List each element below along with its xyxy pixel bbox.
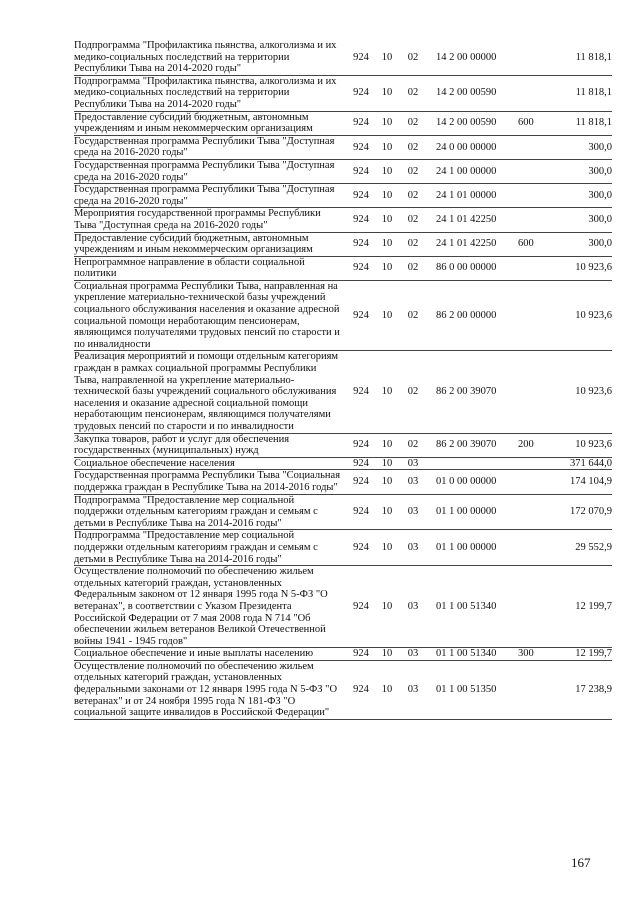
row-target-article-code: 14 2 00 00000 [428,40,518,75]
table-row [74,351,612,433]
row-expense-type-code [518,280,540,351]
row-target-article-code: 24 0 00 00000 [428,135,518,159]
budget-table [74,40,612,720]
table-row [74,159,612,183]
row-subsection-code: 02 [398,280,428,351]
row-name: Социальное обеспечение населения [74,457,346,470]
row-expense-type-code [518,208,540,232]
page-number: 167 [571,855,591,870]
row-ved-code: 924 [346,232,376,256]
row-section-code: 10 [376,184,398,208]
row-target-article-code: 01 1 00 51340 [428,648,518,661]
table-row [74,566,612,648]
row-expense-type-code [518,457,540,470]
row-ved-code: 924 [346,351,376,433]
table-row [74,457,612,470]
row-name: Осуществление полномочий по обеспечению жильем отдельных категорий граждан, установленных Федеральным законом от 12 января 1995 года N 5-ФЗ "О ветеранах", в соответствии с Указом Президента Российской Федерации от 7 мая 2008 года N 714 "Об обеспечении жильем ветеранов Великой Отечественной войны 1941 - 1945 годов" [74,566,346,648]
row-amount: 12 199,7 [540,566,612,648]
row-name: Осуществление полномочий по обеспечению жильем отдельных категорий граждан, установленных федеральными законами от 12 января 1995 года N 5-ФЗ "О ветеранах" и от 24 ноября 1995 года N 181-ФЗ "О социальной защите инвалидов в Российской Федерации" [74,660,346,719]
row-amount: 10 923,6 [540,351,612,433]
row-amount: 11 818,1 [540,111,612,135]
row-section-code: 10 [376,111,398,135]
row-subsection-code: 03 [398,470,428,494]
row-section-code: 10 [376,530,398,566]
row-expense-type-code [518,530,540,566]
row-section-code: 10 [376,256,398,280]
row-amount: 29 552,9 [540,530,612,566]
row-name: Предоставление субсидий бюджетным, автономным учреждениям и иным некоммерческим организациям [74,111,346,135]
row-ved-code: 924 [346,494,376,530]
row-target-article-code [428,457,518,470]
table-row [74,280,612,351]
row-section-code: 10 [376,135,398,159]
row-expense-type-code [518,256,540,280]
table-row [74,648,612,661]
row-section-code: 10 [376,75,398,111]
row-amount: 12 199,7 [540,648,612,661]
row-subsection-code: 02 [398,111,428,135]
table-row [74,111,612,135]
row-amount: 300,0 [540,159,612,183]
row-target-article-code: 14 2 00 00590 [428,75,518,111]
row-subsection-code: 03 [398,457,428,470]
row-name: Государственная программа Республики Тыва "Доступная среда на 2016-2020 годы" [74,159,346,183]
row-subsection-code: 02 [398,351,428,433]
row-amount: 10 923,6 [540,433,612,457]
table-row [74,660,612,719]
row-expense-type-code [518,159,540,183]
row-expense-type-code [518,494,540,530]
row-amount: 300,0 [540,232,612,256]
row-subsection-code: 02 [398,159,428,183]
row-ved-code: 924 [346,457,376,470]
row-expense-type-code [518,351,540,433]
table-row [74,494,612,530]
row-target-article-code: 24 1 01 42250 [428,232,518,256]
row-subsection-code: 02 [398,256,428,280]
table-row [74,135,612,159]
row-amount: 11 818,1 [540,75,612,111]
table-row [74,40,612,75]
row-expense-type-code [518,184,540,208]
row-ved-code: 924 [346,256,376,280]
row-amount: 371 644,0 [540,457,612,470]
row-ved-code: 924 [346,135,376,159]
row-target-article-code: 86 0 00 00000 [428,256,518,280]
row-name: Предоставление субсидий бюджетным, автономным учреждениям и иным некоммерческим организациям [74,232,346,256]
table-row [74,208,612,232]
row-ved-code: 924 [346,184,376,208]
row-amount: 300,0 [540,184,612,208]
row-subsection-code: 02 [398,135,428,159]
row-expense-type-code: 600 [518,111,540,135]
row-name: Реализация мероприятий и помощи отдельным категориям граждан в рамках социальной программы Республики Тыва, направленной на укрепление материально-технической базы учреждений социального обслуживания населения и оказание адресной социальной помощи неработающим пенсионерам, являющимся получателями трудовых пенсий по старости и по инвалидности [74,351,346,433]
row-target-article-code: 01 0 00 00000 [428,470,518,494]
row-subsection-code: 03 [398,660,428,719]
row-amount: 172 070,9 [540,494,612,530]
row-subsection-code: 03 [398,566,428,648]
row-name: Государственная программа Республики Тыва "Социальная поддержка граждан в Республике Тыва на 2014-2016 годы" [74,470,346,494]
row-name: Непрограммное направление в области социальной политики [74,256,346,280]
row-target-article-code: 01 1 00 00000 [428,494,518,530]
row-section-code: 10 [376,660,398,719]
row-name: Подпрограмма "Предоставление мер социальной поддержки отдельным категориям граждан и семьям с детьми в Республике Тыва на 2014-2016 годы" [74,530,346,566]
row-target-article-code: 24 1 01 00000 [428,184,518,208]
row-ved-code: 924 [346,40,376,75]
row-target-article-code: 24 1 00 00000 [428,159,518,183]
row-section-code: 10 [376,470,398,494]
row-name: Мероприятия государственной программы Республики Тыва "Доступная среда на 2016-2020 годы" [74,208,346,232]
row-ved-code: 924 [346,111,376,135]
row-amount: 174 104,9 [540,470,612,494]
row-name: Социальное обеспечение и иные выплаты населению [74,648,346,661]
row-subsection-code: 02 [398,40,428,75]
row-name: Подпрограмма "Предоставление мер социальной поддержки отдельным категориям граждан и семьям с детьми в Республике Тыва на 2014-2016 годы" [74,494,346,530]
row-section-code: 10 [376,648,398,661]
row-ved-code: 924 [346,280,376,351]
row-expense-type-code: 300 [518,648,540,661]
row-expense-type-code [518,660,540,719]
table-row [74,184,612,208]
row-subsection-code: 02 [398,184,428,208]
row-ved-code: 924 [346,159,376,183]
row-subsection-code: 02 [398,232,428,256]
row-name: Закупка товаров, работ и услуг для обеспечения государственных (муниципальных) нужд [74,433,346,457]
row-ved-code: 924 [346,530,376,566]
budget-table-body [74,40,612,719]
row-expense-type-code [518,135,540,159]
row-target-article-code: 01 1 00 51350 [428,660,518,719]
row-expense-type-code [518,75,540,111]
row-subsection-code: 02 [398,433,428,457]
row-expense-type-code [518,566,540,648]
row-target-article-code: 86 2 00 39070 [428,351,518,433]
row-target-article-code: 14 2 00 00590 [428,111,518,135]
row-ved-code: 924 [346,566,376,648]
row-expense-type-code: 200 [518,433,540,457]
row-section-code: 10 [376,566,398,648]
row-section-code: 10 [376,280,398,351]
table-row [74,75,612,111]
row-expense-type-code [518,470,540,494]
row-target-article-code: 01 1 00 00000 [428,530,518,566]
row-section-code: 10 [376,433,398,457]
row-section-code: 10 [376,159,398,183]
table-row [74,470,612,494]
row-subsection-code: 03 [398,530,428,566]
row-section-code: 10 [376,40,398,75]
row-amount: 11 818,1 [540,40,612,75]
row-section-code: 10 [376,232,398,256]
row-target-article-code: 01 1 00 51340 [428,566,518,648]
row-subsection-code: 02 [398,75,428,111]
row-ved-code: 924 [346,433,376,457]
table-row [74,530,612,566]
row-ved-code: 924 [346,208,376,232]
row-ved-code: 924 [346,470,376,494]
row-name: Подпрограмма "Профилактика пьянства, алкоголизма и их медико-социальных последствий на территории Республики Тыва на 2014-2020 годы" [74,40,346,75]
row-section-code: 10 [376,208,398,232]
row-name: Подпрограмма "Профилактика пьянства, алкоголизма и их медико-социальных последствий на территории Республики Тыва на 2014-2020 годы" [74,75,346,111]
row-subsection-code: 03 [398,494,428,530]
row-amount: 17 238,9 [540,660,612,719]
row-name: Социальная программа Республики Тыва, направленная на укрепление материально-технической базы учреждений социального обслуживания населения и оказание адресной социальной помощи неработающим пенсионерам, являющимся получателями трудовых пенсий по старости и по инвалидности [74,280,346,351]
row-section-code: 10 [376,457,398,470]
row-subsection-code: 03 [398,648,428,661]
row-ved-code: 924 [346,660,376,719]
row-ved-code: 924 [346,75,376,111]
row-target-article-code: 86 2 00 00000 [428,280,518,351]
row-name: Государственная программа Республики Тыва "Доступная среда на 2016-2020 годы" [74,135,346,159]
row-amount: 10 923,6 [540,280,612,351]
row-section-code: 10 [376,494,398,530]
row-name: Государственная программа Республики Тыва "Доступная среда на 2016-2020 годы" [74,184,346,208]
row-target-article-code: 86 2 00 39070 [428,433,518,457]
row-ved-code: 924 [346,648,376,661]
row-target-article-code: 24 1 01 42250 [428,208,518,232]
row-expense-type-code [518,40,540,75]
row-subsection-code: 02 [398,208,428,232]
row-section-code: 10 [376,351,398,433]
table-row [74,433,612,457]
row-amount: 300,0 [540,208,612,232]
table-row [74,256,612,280]
row-amount: 10 923,6 [540,256,612,280]
row-expense-type-code: 600 [518,232,540,256]
table-row [74,232,612,256]
row-amount: 300,0 [540,135,612,159]
